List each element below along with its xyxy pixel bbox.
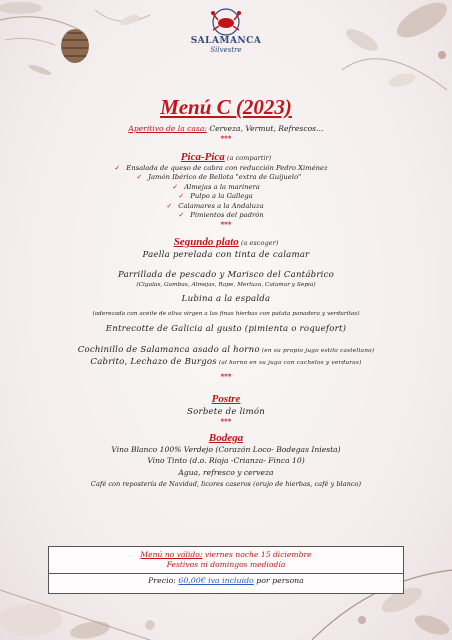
list-item: ✓ Calamares a la Andaluza — [166, 201, 264, 210]
bodega-white-wine: Vino Blanco 100% Verdejo (Corazón Loco- Bodegas Iniesta) — [111, 445, 341, 454]
bodega-title: Bodega — [208, 432, 244, 444]
box-divider — [49, 573, 403, 574]
validity-holidays: Festivos ni domingos mediodía — [166, 560, 286, 569]
pica-list — [114, 164, 327, 221]
separator-stars: *** — [220, 220, 232, 229]
check-icon: ✓ — [136, 173, 143, 181]
validity-line — [49, 550, 403, 560]
aperitivo-text: Cerveza, Vermut, Refrescos… — [206, 124, 324, 133]
dish-cochinillo: Cochinillo de Salamanca asado al horno (en su propio jugo estilo castellano) — [77, 345, 375, 355]
pica-heading — [20, 145, 432, 164]
pica-note: (a compartir) — [224, 153, 272, 162]
bodega-red-wine: Vino Tinto (d.o. Rioja -Crianza- Finca 10) — [147, 455, 305, 465]
price-tail: por persona — [253, 576, 304, 585]
menu-title: Menú C (2023) — [160, 95, 292, 119]
separator-stars: *** — [220, 372, 232, 381]
postre-title: Postre — [211, 393, 241, 405]
list-item: ✓ Pulpo a la Gallega — [178, 192, 253, 200]
dish-cabrito-detail: (al horno en su jugo con cachelos y verduras) — [216, 360, 362, 366]
separator-stars: *** — [220, 133, 232, 143]
dish-cochinillo-detail: (en su propio jugo estilo castellano) — [259, 348, 375, 354]
pinecone-decoration — [0, 0, 190, 90]
pica-title: Pica-Pica — [180, 150, 225, 163]
aperitivo-label: Aperitivo de la casa: — [128, 124, 207, 133]
segundo-heading — [20, 230, 432, 249]
list-item: ✓ Jamón Ibérico de Bellota "extra de Guijuelo" — [136, 173, 302, 181]
price-value: 60,00€ iva incluido — [178, 576, 254, 585]
dish-parrillada-detail: (Cigalas, Gambas, Almejas, Rape, Merluza, Calamar y Sepia) — [136, 282, 316, 288]
validity-label: Menú no válido: — [140, 550, 203, 559]
conditions-box — [48, 546, 404, 594]
segundo-note: (a escoger) — [238, 239, 279, 247]
list-item: ✓ Almejas a la marinera — [172, 182, 260, 191]
price-label: Precio: — [148, 576, 179, 585]
dish-entrecotte: Entrecotte de Galicia al gusto (pimienta o roquefort) — [105, 324, 347, 334]
dish-paella: Paella perelada con tinta de calamar — [142, 250, 310, 260]
bodega-heading — [20, 426, 432, 445]
dish-sorbete: Sorbete de limón — [187, 407, 265, 417]
bodega-drinks: Agua, refresco y cerveza — [178, 468, 274, 477]
list-item: ✓ Pimientos del padrón — [178, 211, 264, 219]
segundo-title: Segundo plato — [173, 236, 239, 248]
separator-stars: *** — [220, 417, 232, 426]
check-icon: ✓ — [178, 192, 185, 200]
check-icon: ✓ — [166, 201, 173, 210]
crab-icon — [203, 8, 249, 36]
price-line — [49, 576, 403, 586]
check-icon: ✓ — [172, 182, 179, 191]
check-icon: ✓ — [178, 211, 185, 219]
logo-tagline: Silvestre — [210, 46, 242, 54]
list-item: ✓ Ensalada de queso de cabra con reducción Pedro Ximénez — [114, 163, 328, 172]
logo-name: SALAMANCA — [190, 36, 262, 46]
dish-lubina-detail: (aderezada con aceite de oliva virgen a las finas hierbas con patata panadera y verduritas) — [92, 311, 360, 317]
bodega-coffee: Café con repostería de Navidad, licores caseros (orujo de hierbas, café y blanco) — [90, 479, 362, 488]
postre-heading — [20, 387, 432, 406]
dish-cabrito: Cabrito, Lechazo de Burgos (al horno en su jugo con cachelos y verduras) — [90, 357, 362, 367]
aperitivo-line — [20, 124, 432, 135]
check-icon: ✓ — [114, 163, 121, 172]
restaurant-logo — [183, 8, 269, 54]
menu-content — [20, 94, 432, 489]
validity-date: viernes noche 15 diciembre — [202, 550, 312, 559]
dish-parrillada: Parrillada de pescado y Marisco del Cantábrico — [117, 270, 335, 280]
dish-lubina: Lubina a la espalda — [181, 294, 271, 304]
